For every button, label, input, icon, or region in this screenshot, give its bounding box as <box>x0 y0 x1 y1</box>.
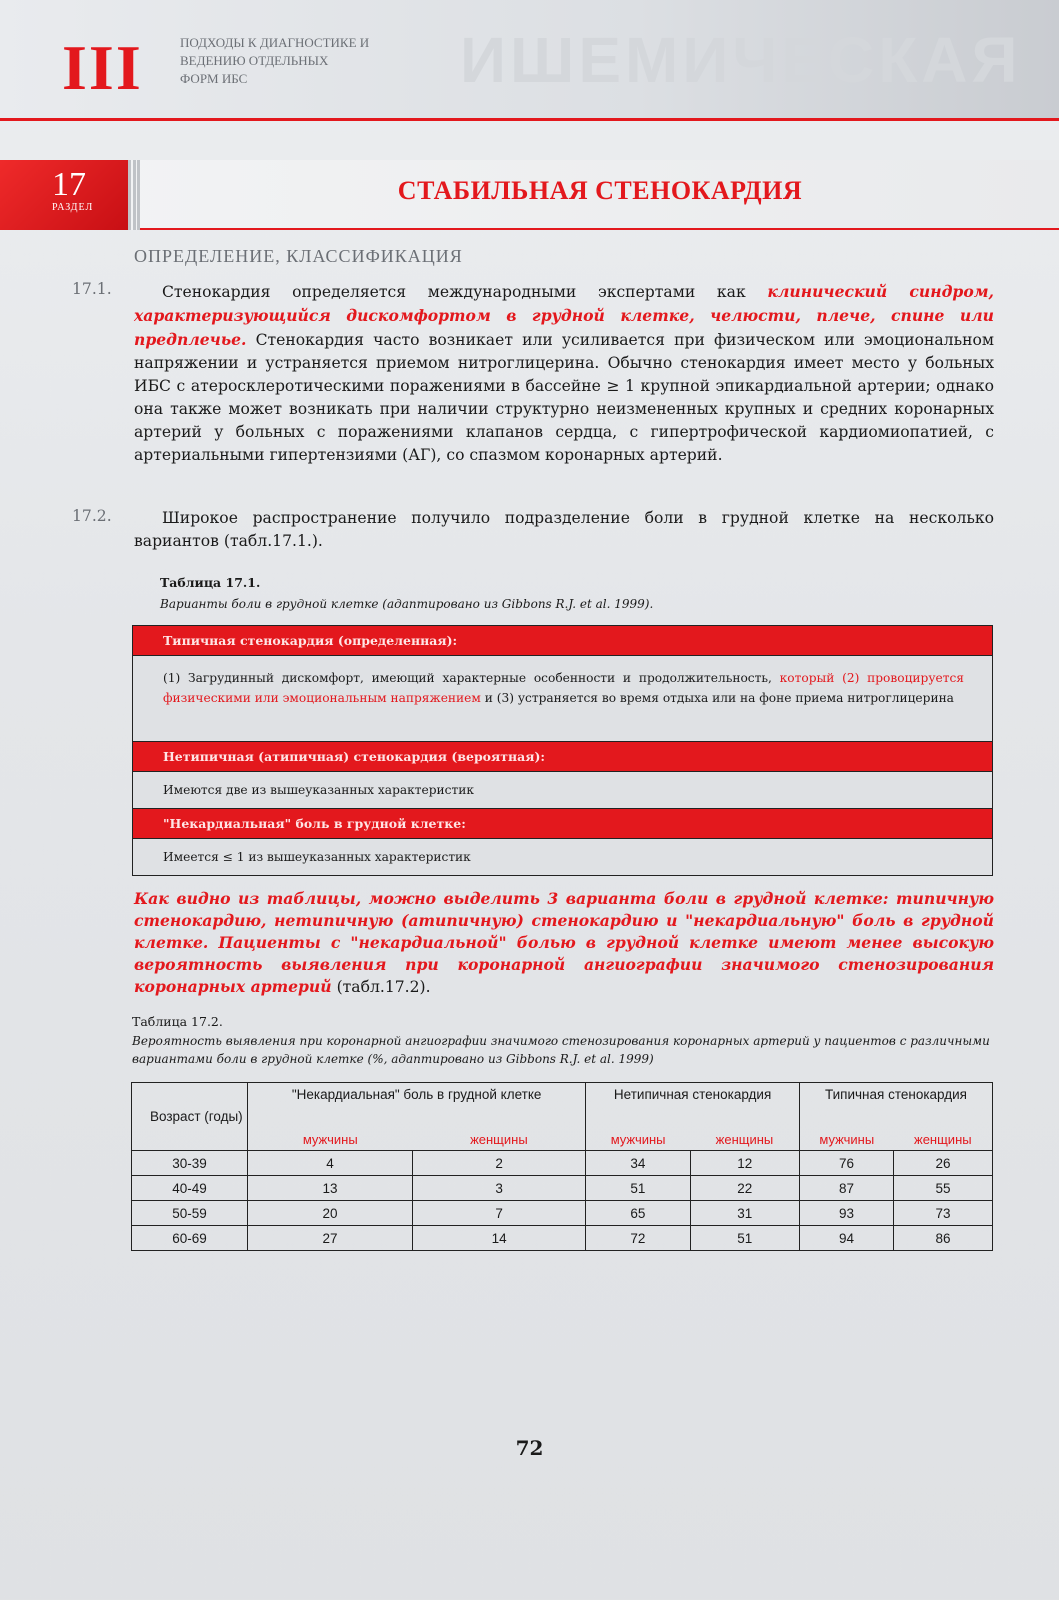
table-cell: 4 <box>248 1151 413 1176</box>
table-cell: 51 <box>690 1226 799 1251</box>
table-1-body-noncardiac: Имеется ≤ 1 из вышеуказанных характеристик <box>133 839 992 875</box>
table-1-body-atypical: Имеются две из вышеуказанных характеристик <box>133 772 992 809</box>
conclusion-paragraph <box>134 888 994 998</box>
table-2-men-header: мужчины <box>586 1129 690 1151</box>
table-cell: 76 <box>799 1151 893 1176</box>
part-title-line-1: ПОДХОДЫ К ДИАГНОСТИКЕ И <box>180 35 370 50</box>
table-row <box>132 1151 993 1176</box>
table-2-subtitle: Вероятность выявления при коронарной ангиографии значимого стенозирования коронарных артерий у пациентов с различными вариантами боли в грудной клетке (%, адаптировано из Gibbons R.J. et al. 1999) <box>132 1034 990 1066</box>
table-2-group-typical: Типичная стенокардия <box>799 1083 992 1129</box>
table-cell: 34 <box>586 1151 690 1176</box>
table-cell: 51 <box>586 1176 690 1201</box>
table-cell: 94 <box>799 1226 893 1251</box>
table-cell: 40-49 <box>132 1176 248 1201</box>
header-rule <box>0 118 1059 121</box>
table-cell: 20 <box>248 1201 413 1226</box>
paragraph-17-1-lead: Стенокардия определяется международными экспертами как <box>162 283 768 301</box>
table-cell: 50-59 <box>132 1201 248 1226</box>
part-title-line-3: ФОРМ ИБС <box>180 71 248 86</box>
part-title <box>180 34 460 88</box>
table-row <box>132 1176 993 1201</box>
chapter-title: СТАБИЛЬНАЯ СТЕНОКАРДИЯ <box>397 176 803 205</box>
table-cell: 22 <box>690 1176 799 1201</box>
table-cell: 31 <box>690 1201 799 1226</box>
paragraph-number-17-2: 17.2. <box>72 507 112 525</box>
table-cell: 65 <box>586 1201 690 1226</box>
table-cell: 3 <box>413 1176 586 1201</box>
table-cell: 7 <box>413 1201 586 1226</box>
paragraph-17-2: Широкое распространение получило подразделение боли в грудной клетке на несколько вариантов (табл.17.1.). <box>134 509 994 550</box>
table-2-caption: Таблица 17.2. <box>132 1014 223 1029</box>
table-row <box>132 1226 993 1251</box>
table-2-women-header: женщины <box>690 1129 799 1151</box>
table-2-men-header: мужчины <box>799 1129 893 1151</box>
table-1-header-typical: Типичная стенокардия (определенная): <box>133 626 992 656</box>
table-cell: 93 <box>799 1201 893 1226</box>
paragraph-17-1 <box>134 280 994 467</box>
conclusion-emphasis: Как видно из таблицы, можно выделить 3 варианта боли в грудной клетке: типичную стенокардию, нетипичную (атипичную) стенокардию и "некардиальную" боль в грудной клетке. Пациенты с "некардиальной" болью в грудной клетке имеют менее высокую вероятность выявления при коронарной ангиографии значимого стенозирования коронарных артерий <box>134 889 994 996</box>
conclusion-rest: (табл.17.2). <box>331 978 431 996</box>
part-numeral: III <box>62 32 143 103</box>
section-subheading: ОПРЕДЕЛЕНИЕ, КЛАССИФИКАЦИЯ <box>134 246 463 266</box>
table-1-body-typical-red: который (2) провоцируется физическими или эмоциональным напряжением <box>163 671 964 705</box>
table-cell: 60-69 <box>132 1226 248 1251</box>
table-1-body-typical: (1) Загрудинный дискомфорт, имеющий характерные особенности и продолжительность, который (2) провоцируется физическими или эмоциональным напряжением и (3) устраняется во время отдыха или на фоне приема нитроглицерина <box>133 656 992 742</box>
chapter-rule <box>140 228 1059 230</box>
chapter-number: 17 <box>52 166 86 203</box>
table-2-women-header: женщины <box>413 1129 586 1151</box>
table-1-header-noncardiac: "Некардиальная" боль в грудной клетке: <box>133 809 992 839</box>
part-title-line-2: ВЕДЕНИЮ ОТДЕЛЬНЫХ <box>180 53 329 68</box>
table-cell: 12 <box>690 1151 799 1176</box>
table-cell: 27 <box>248 1226 413 1251</box>
table-cell: 73 <box>894 1201 993 1226</box>
chapter-label: РАЗДЕЛ <box>52 202 94 213</box>
table-cell: 86 <box>894 1226 993 1251</box>
table-cell: 2 <box>413 1151 586 1176</box>
table-cell: 14 <box>413 1226 586 1251</box>
table-cell: 72 <box>586 1226 690 1251</box>
table-2-group-noncardiac: "Некардиальная" боль в грудной клетке <box>248 1083 586 1129</box>
table-row <box>132 1201 993 1226</box>
paragraph-number-17-1: 17.1. <box>72 280 112 298</box>
table-2-group-atypical: Нетипичная стенокардия <box>586 1083 800 1129</box>
table-cell: 30-39 <box>132 1151 248 1176</box>
table-1-caption: Таблица 17.1. <box>160 575 261 590</box>
table-2-age-header: Возраст (годы) <box>132 1083 248 1151</box>
header-watermark: ИШЕМИЧЕСКАЯ <box>460 24 1022 96</box>
table-1-header-atypical: Нетипичная (атипичная) стенокардия (вероятная): <box>133 742 992 772</box>
table-2-women-header: женщины <box>894 1129 993 1151</box>
chapter-divider-bars <box>128 160 140 230</box>
paragraph-17-1-emphasis: клинический синдром, характеризующийся дискомфортом в грудной клетке, челюсти, плече, спине или предплечье. <box>134 282 994 349</box>
table-2 <box>131 1082 993 1251</box>
table-cell: 13 <box>248 1176 413 1201</box>
paragraph-17-1-rest: Стенокардия часто возникает или усиливается при физическом или эмоциональном напряжении и устраняется приемом нитроглицерина. Обычно стенокардия имеет место у больных ИБС с атеросклеротическими поражениями в бассейне ≥ 1 крупной эпикардиальной артерии; однако она также может возникать при наличии структурно неизмененных крупных и средних коронарных артерий у больных с поражениями клапанов сердца, с гипертрофической кардиомиопатией, с артериальными гипертензиями (АГ), со спазмом коронарных артерий. <box>134 331 994 464</box>
page-number: 72 <box>515 1436 544 1460</box>
table-cell: 55 <box>894 1176 993 1201</box>
table-cell: 87 <box>799 1176 893 1201</box>
table-1-subtitle: Варианты боли в грудной клетке (адаптировано из Gibbons R.J. et al. 1999). <box>160 597 654 611</box>
table-1 <box>132 625 993 876</box>
table-cell: 26 <box>894 1151 993 1176</box>
table-2-men-header: мужчины <box>248 1129 413 1151</box>
